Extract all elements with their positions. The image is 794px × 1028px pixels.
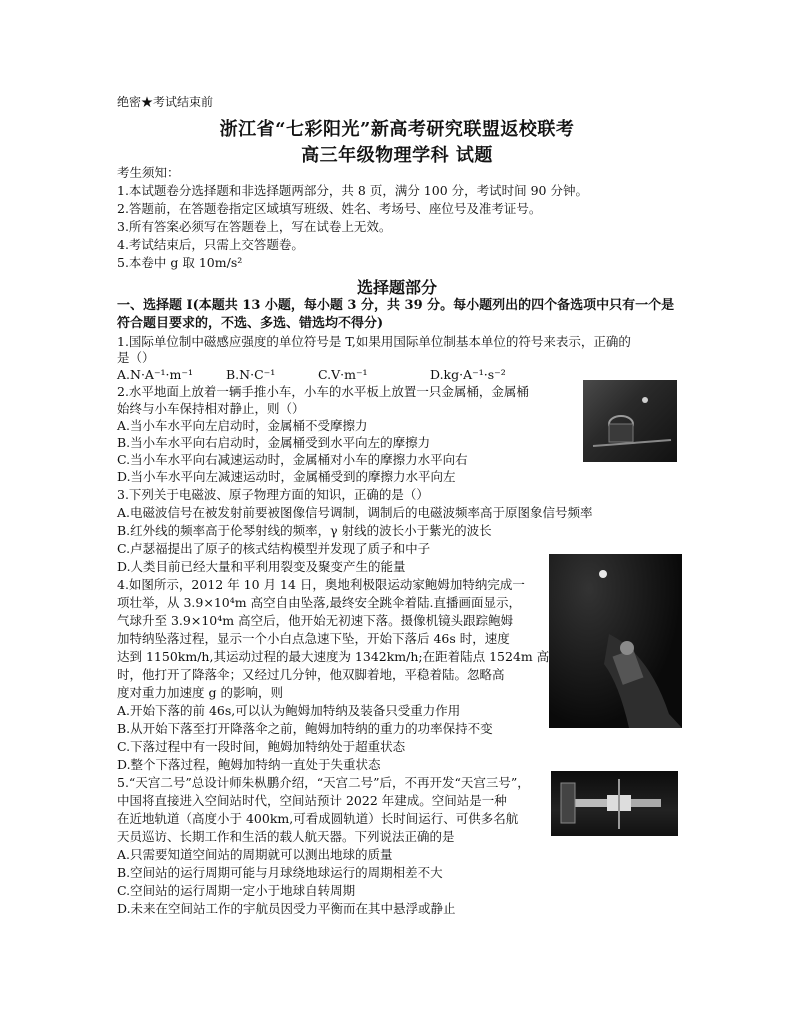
q4-option-a: A.开始下落的前 46s,可以认为鲍姆加特纳及装备只受重力作用: [117, 703, 461, 718]
q3-stem: 3.下列关于电磁波、原子物理方面的知识，正确的是（）: [117, 487, 429, 502]
q5-option-b: B.空间站的运行周期可能与月球绕地球运行的周期相差不大: [117, 865, 443, 880]
q2-stem: 始终与小车保持相对静止，则（）: [117, 401, 305, 416]
q4-stem: 度对重力加速度 g 的影响，则: [117, 685, 283, 700]
section-title: 选择题部分: [356, 278, 437, 297]
notice-item: 5.本卷中 g 取 10m/s²: [117, 255, 243, 270]
exam-title: 浙江省“七彩阳光”新高考研究联盟返校联考: [219, 119, 575, 140]
notice-item: 1.本试题卷分选择题和非选择题两部分，共 8 页，满分 100 分，考试时间 90 分钟。: [117, 183, 588, 198]
instruction-line: 一、选择题 I(本题共 13 小题，每小题 3 分，共 39 分。每小题列出的四个备选项中只有一个是: [117, 298, 675, 313]
q4-option-c: C.下落过程中有一段时间，鲍姆加特纳处于超重状态: [117, 739, 406, 754]
q2-stem: 2.水平地面上放着一辆手推小车，小车的水平板上放置一只金属桶，金属桶: [117, 384, 529, 399]
q4-stem: 加特纳坠落过程，显示一个小白点急速下坠，开始下落后 46s 时，速度: [117, 631, 510, 646]
q5-stem: 在近地轨道（高度小于 400km,可看成圆轨道）长时间运行、可供多名航: [117, 811, 519, 826]
instruction-line: 符合题目要求的，不选、多选、错选均不得分): [117, 316, 384, 331]
q1-option-b: B.N·C⁻¹: [226, 367, 276, 382]
q4-stem: 时，他打开了降落伞；又经过几分钟，他双脚着地，平稳着陆。忽略高: [117, 667, 505, 682]
q2-option-b: B.当小车水平向右启动时，金属桶受到水平向左的摩擦力: [117, 435, 431, 450]
q5-option-c: C.空间站的运行周期一定小于地球自转周期: [117, 883, 356, 898]
q1-stem: 1.国际单位制中磁感应强度的单位符号是 T,如果用国际单位制基本单位的符号来表示，正确的: [117, 334, 631, 349]
q3-option-d: D.人类目前已经大量和平利用裂变及聚变产生的能量: [117, 559, 406, 574]
q5-stem: 中国将直接进入空间站时代，空间站预计 2022 年建成。空间站是一种: [117, 793, 507, 808]
q1-option-c: C.V·m⁻¹: [318, 367, 368, 382]
q2-option-d: D.当小车水平向左减速运动时，金属桶受到的摩擦力水平向左: [117, 469, 456, 484]
q5-option-a: A.只需要知道空间站的周期就可以测出地球的质量: [117, 847, 393, 862]
notice-item: 4.考试结束后，只需上交答题卷。: [117, 237, 304, 252]
q3-option-a: A.电磁波信号在被发射前要被图像信号调制，调制后的电磁波频率高于原图象信号频率: [117, 505, 593, 520]
notice-item: 3.所有答案必须写在答题卷上，写在试卷上无效。: [117, 219, 392, 234]
q2-option-c: C.当小车水平向右减速运动时，金属桶对小车的摩擦力水平向右: [117, 452, 468, 467]
exam-subtitle: 高三年级物理学科 试题: [301, 145, 493, 166]
q1-option-d: D.kg·A⁻¹·s⁻²: [430, 367, 506, 382]
cart-bucket-photo: [583, 380, 677, 462]
q4-option-d: D.整个下落过程，鲍姆加特纳一直处于失重状态: [117, 757, 381, 772]
q4-stem: 项壮举，从 3.9×10⁴m 高空自由坠落,最终安全跳伞着陆.直播画面显示，: [117, 595, 522, 610]
q1-option-a: A.N·A⁻¹·m⁻¹: [117, 367, 193, 382]
space-station-photo: [551, 771, 678, 836]
q5-stem: 天员巡访、长期工作和生活的载人航天器。下列说法正确的是: [117, 829, 455, 844]
skydiver-photo: [549, 554, 682, 728]
q2-option-a: A.当小车水平向左启动时，金属桶不受摩擦力: [117, 418, 368, 433]
q5-option-d: D.未来在空间站工作的宇航员因受力平衡而在其中悬浮或静止: [117, 901, 456, 916]
q1-stem: 是（）: [117, 350, 155, 365]
q4-stem: 4.如图所示，2012 年 10 月 14 日，奥地利极限运动家鲍姆加特纳完成一: [117, 577, 525, 592]
notice-heading: 考生须知：: [117, 165, 180, 180]
q3-option-c: C.卢瑟福提出了原子的核式结构模型并发现了质子和中子: [117, 541, 431, 556]
q3-option-b: B.红外线的频率高于伦琴射线的频率，γ 射线的波长小于紫光的波长: [117, 523, 492, 538]
q4-stem: 达到 1150km/h,其运动过程的最大速度为 1342km/h;在距着陆点 1524m 高: [117, 649, 550, 664]
q5-stem: 5.“天宫二号”总设计师朱枞鹏介绍，“天宫二号”后，不再开发“天宫三号”，: [117, 775, 530, 790]
q4-option-b: B.从开始下落至打开降落伞之前，鲍姆加特纳的重力的功率保持不变: [117, 721, 493, 736]
notice-item: 2.答题前，在答题卷指定区域填写班级、姓名、考场号、座位号及准考证号。: [117, 201, 542, 216]
confidential-mark: 绝密★考试结束前: [117, 95, 214, 109]
q4-stem: 气球升至 3.9×10⁴m 高空后，他开始无初速下落。摄像机镜头跟踪鲍姆: [117, 613, 514, 628]
